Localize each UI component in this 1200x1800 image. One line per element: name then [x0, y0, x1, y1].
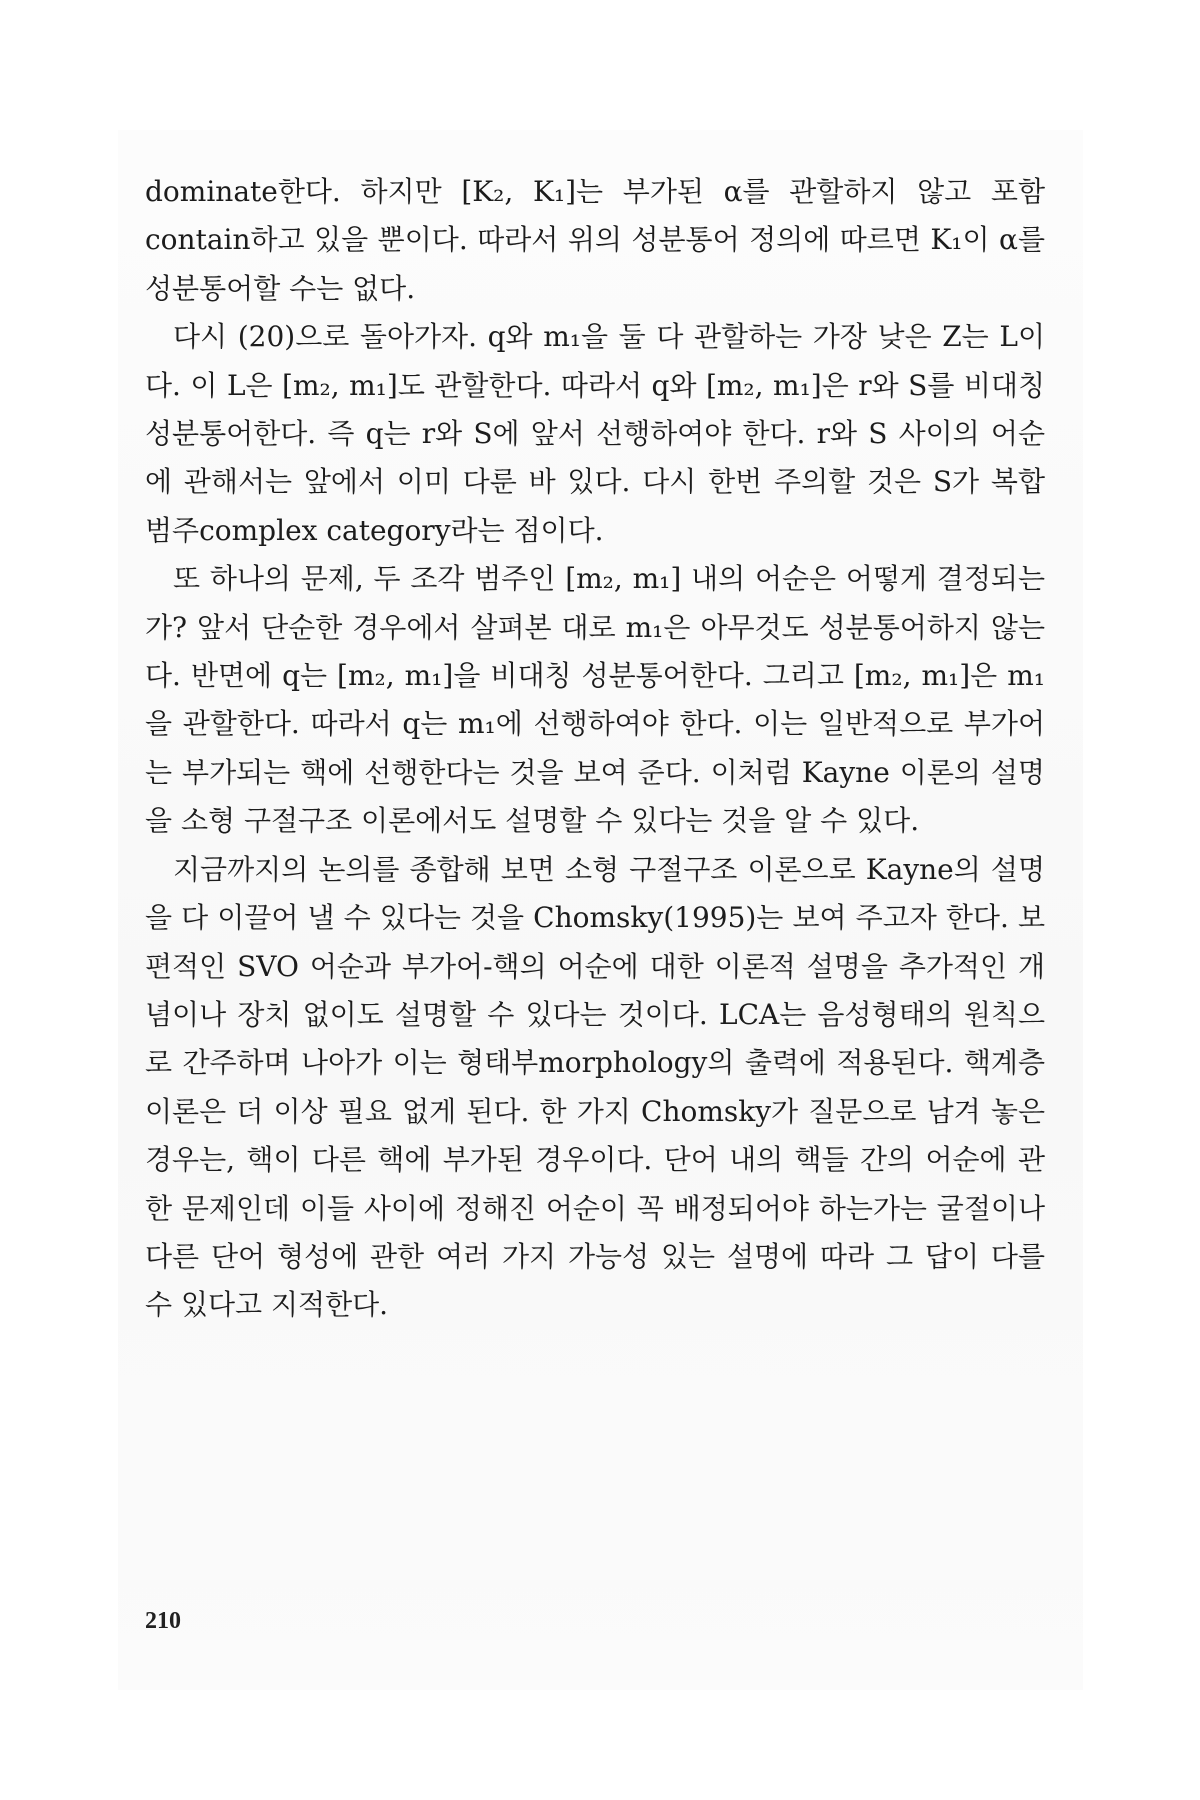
page-number: 210 — [145, 1608, 181, 1634]
body-text — [145, 168, 1045, 1330]
paragraph-3: 또 하나의 문제, 두 조각 범주인 [m₂, m₁] 내의 어순은 어떻게 결정되는가? 앞서 단순한 경우에서 살펴본 대로 m₁은 아무것도 성분통어하지 않는다. 반면에 q는 [m₂, m₁]을 비대칭 성분통어한다. 그리고 [m₂, m₁]은 m₁을 관할한다. 따라서 q는 m₁에 선행하여야 한다. 이는 일반적으로 부가어는 부가되는 핵에 선행한다는 것을 보여 준다. 이처럼 Kayne 이론의 설명을 소형 구절구조 이론에서도 설명할 수 있다는 것을 알 수 있다. — [145, 562, 1045, 838]
paragraph-1: dominate한다. 하지만 [K₂, K₁]는 부가된 α를 관할하지 않고 포함 contain하고 있을 뿐이다. 따라서 위의 성분통어 정의에 따르면 K₁이 α를 성분통어할 수는 없다. — [145, 175, 1045, 305]
paragraph-4: 지금까지의 논의를 종합해 보면 소형 구절구조 이론으로 Kayne의 설명을 다 이끌어 낼 수 있다는 것을 Chomsky(1995)는 보여 주고자 한다. 보편적인 SVO 어순과 부가어-핵의 어순에 대한 이론적 설명을 추가적인 개념이나 장치 없이도 설명할 수 있다는 것이다. LCA는 음성형태의 원칙으로 간주하며 나아가 이는 형태부morphology의 출력에 적용된다. 핵계층 이론은 더 이상 필요 없게 된다. 한 가지 Chomsky가 질문으로 남겨 놓은 경우는, 핵이 다른 핵에 부가된 경우이다. 단어 내의 핵들 간의 어순에 관한 문제인데 이들 사이에 정해진 어순이 꼭 배정되어야 하는가는 굴절이나 다른 단어 형성에 관한 여러 가지 가능성 있는 설명에 따라 그 답이 다를 수 있다고 지적한다. — [145, 852, 1045, 1322]
paragraph-2: 다시 (20)으로 돌아가자. q와 m₁을 둘 다 관할하는 가장 낮은 Z는 L이다. 이 L은 [m₂, m₁]도 관할한다. 따라서 q와 [m₂, m₁]은 r와 S를 비대칭 성분통어한다. 즉 q는 r와 S에 앞서 선행하여야 한다. r와 S 사이의 어순에 관해서는 앞에서 이미 다룬 바 있다. 다시 한번 주의할 것은 S가 복합 범주complex category라는 점이다. — [145, 320, 1045, 547]
